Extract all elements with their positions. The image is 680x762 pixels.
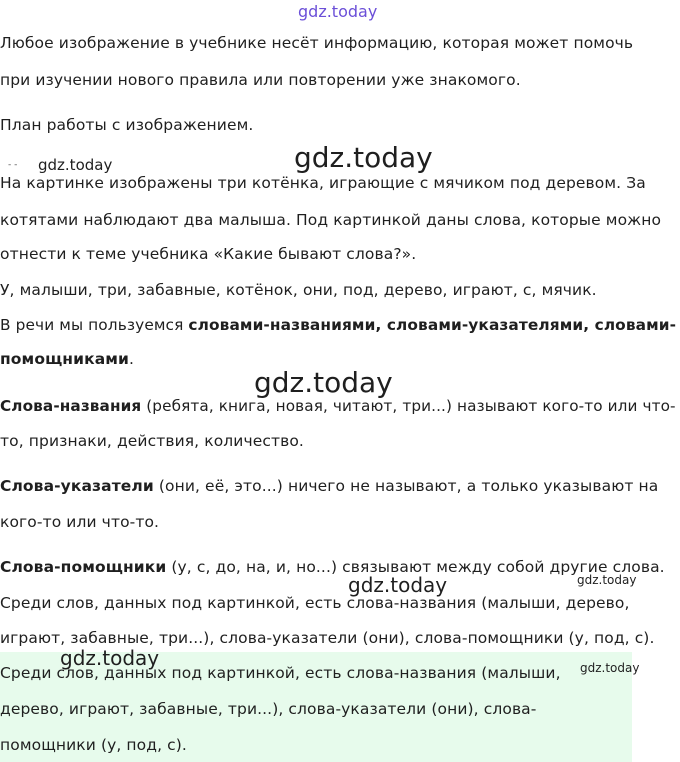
helpers-rest: (у, с, до, на, и, но...) связывают между собой другие слова. bbox=[166, 558, 665, 576]
small-mark: - - bbox=[8, 160, 18, 170]
speech-bold: словами-названиями, словами-указателями, словами- bbox=[188, 316, 677, 334]
watermark: gdz.today bbox=[577, 573, 637, 587]
helpers-term: Слова-помощники bbox=[0, 558, 167, 576]
pointers-rest: (они, её, это...) ничего не называют, а только указывают на bbox=[153, 477, 659, 495]
speech-bold: помощниками bbox=[0, 350, 129, 368]
summary-line: Среди слов, данных под картинкой, есть слова-названия (малыши, дерево, bbox=[0, 594, 630, 612]
intro-line: Любое изображение в учебнике несёт информацию, которая может помочь bbox=[0, 34, 634, 52]
pointers-line: кого-то или что-то. bbox=[0, 513, 160, 531]
pointers-term: Слова-указатели bbox=[0, 477, 154, 495]
summary-line: играют, забавные, три...), слова-указатели (они), слова-помощники (у, под, с). bbox=[0, 629, 655, 647]
speech-suffix: . bbox=[129, 350, 135, 368]
picture-line: отнести к теме учебника «Какие бывают слова?». bbox=[0, 245, 417, 263]
intro-line: при изучении нового правила или повторении уже знакомого. bbox=[0, 71, 521, 89]
plan-heading: План работы с изображением. bbox=[0, 116, 254, 134]
names-line bbox=[0, 397, 676, 415]
watermark: gdz.today bbox=[254, 366, 393, 399]
pointers-line bbox=[0, 477, 658, 495]
speech-prefix: В речи мы пользуемся bbox=[0, 316, 189, 334]
picture-line: На картинке изображены три котёнка, играющие с мячиком под деревом. За bbox=[0, 174, 646, 192]
watermark: gdz.today bbox=[38, 156, 113, 174]
words-list: У, малыши, три, забавные, котёнок, они, под, дерево, играют, с, мячик. bbox=[0, 281, 597, 299]
watermark: gdz.today bbox=[580, 661, 640, 675]
answer-line: Среди слов, данных под картинкой, есть слова-названия (малыши, bbox=[0, 664, 561, 682]
watermark: gdz.today bbox=[348, 573, 448, 597]
names-rest: (ребята, книга, новая, читают, три...) называют кого-то или что- bbox=[141, 397, 676, 415]
names-line: то, признаки, действия, количество. bbox=[0, 432, 304, 450]
picture-line: котятами наблюдают два малыша. Под картинкой даны слова, которые можно bbox=[0, 211, 662, 229]
watermark: gdz.today bbox=[60, 646, 160, 670]
names-term: Слова-названия bbox=[0, 397, 142, 415]
answer-line: помощники (у, под, с). bbox=[0, 736, 187, 754]
watermark: gdz.today bbox=[294, 141, 433, 174]
speech-line bbox=[0, 350, 134, 368]
watermark-top: gdz.today bbox=[298, 2, 378, 21]
helpers-line bbox=[0, 558, 665, 576]
answer-line: дерево, играют, забавные, три...), слова-указатели (они), слова- bbox=[0, 700, 537, 718]
speech-line bbox=[0, 316, 676, 334]
